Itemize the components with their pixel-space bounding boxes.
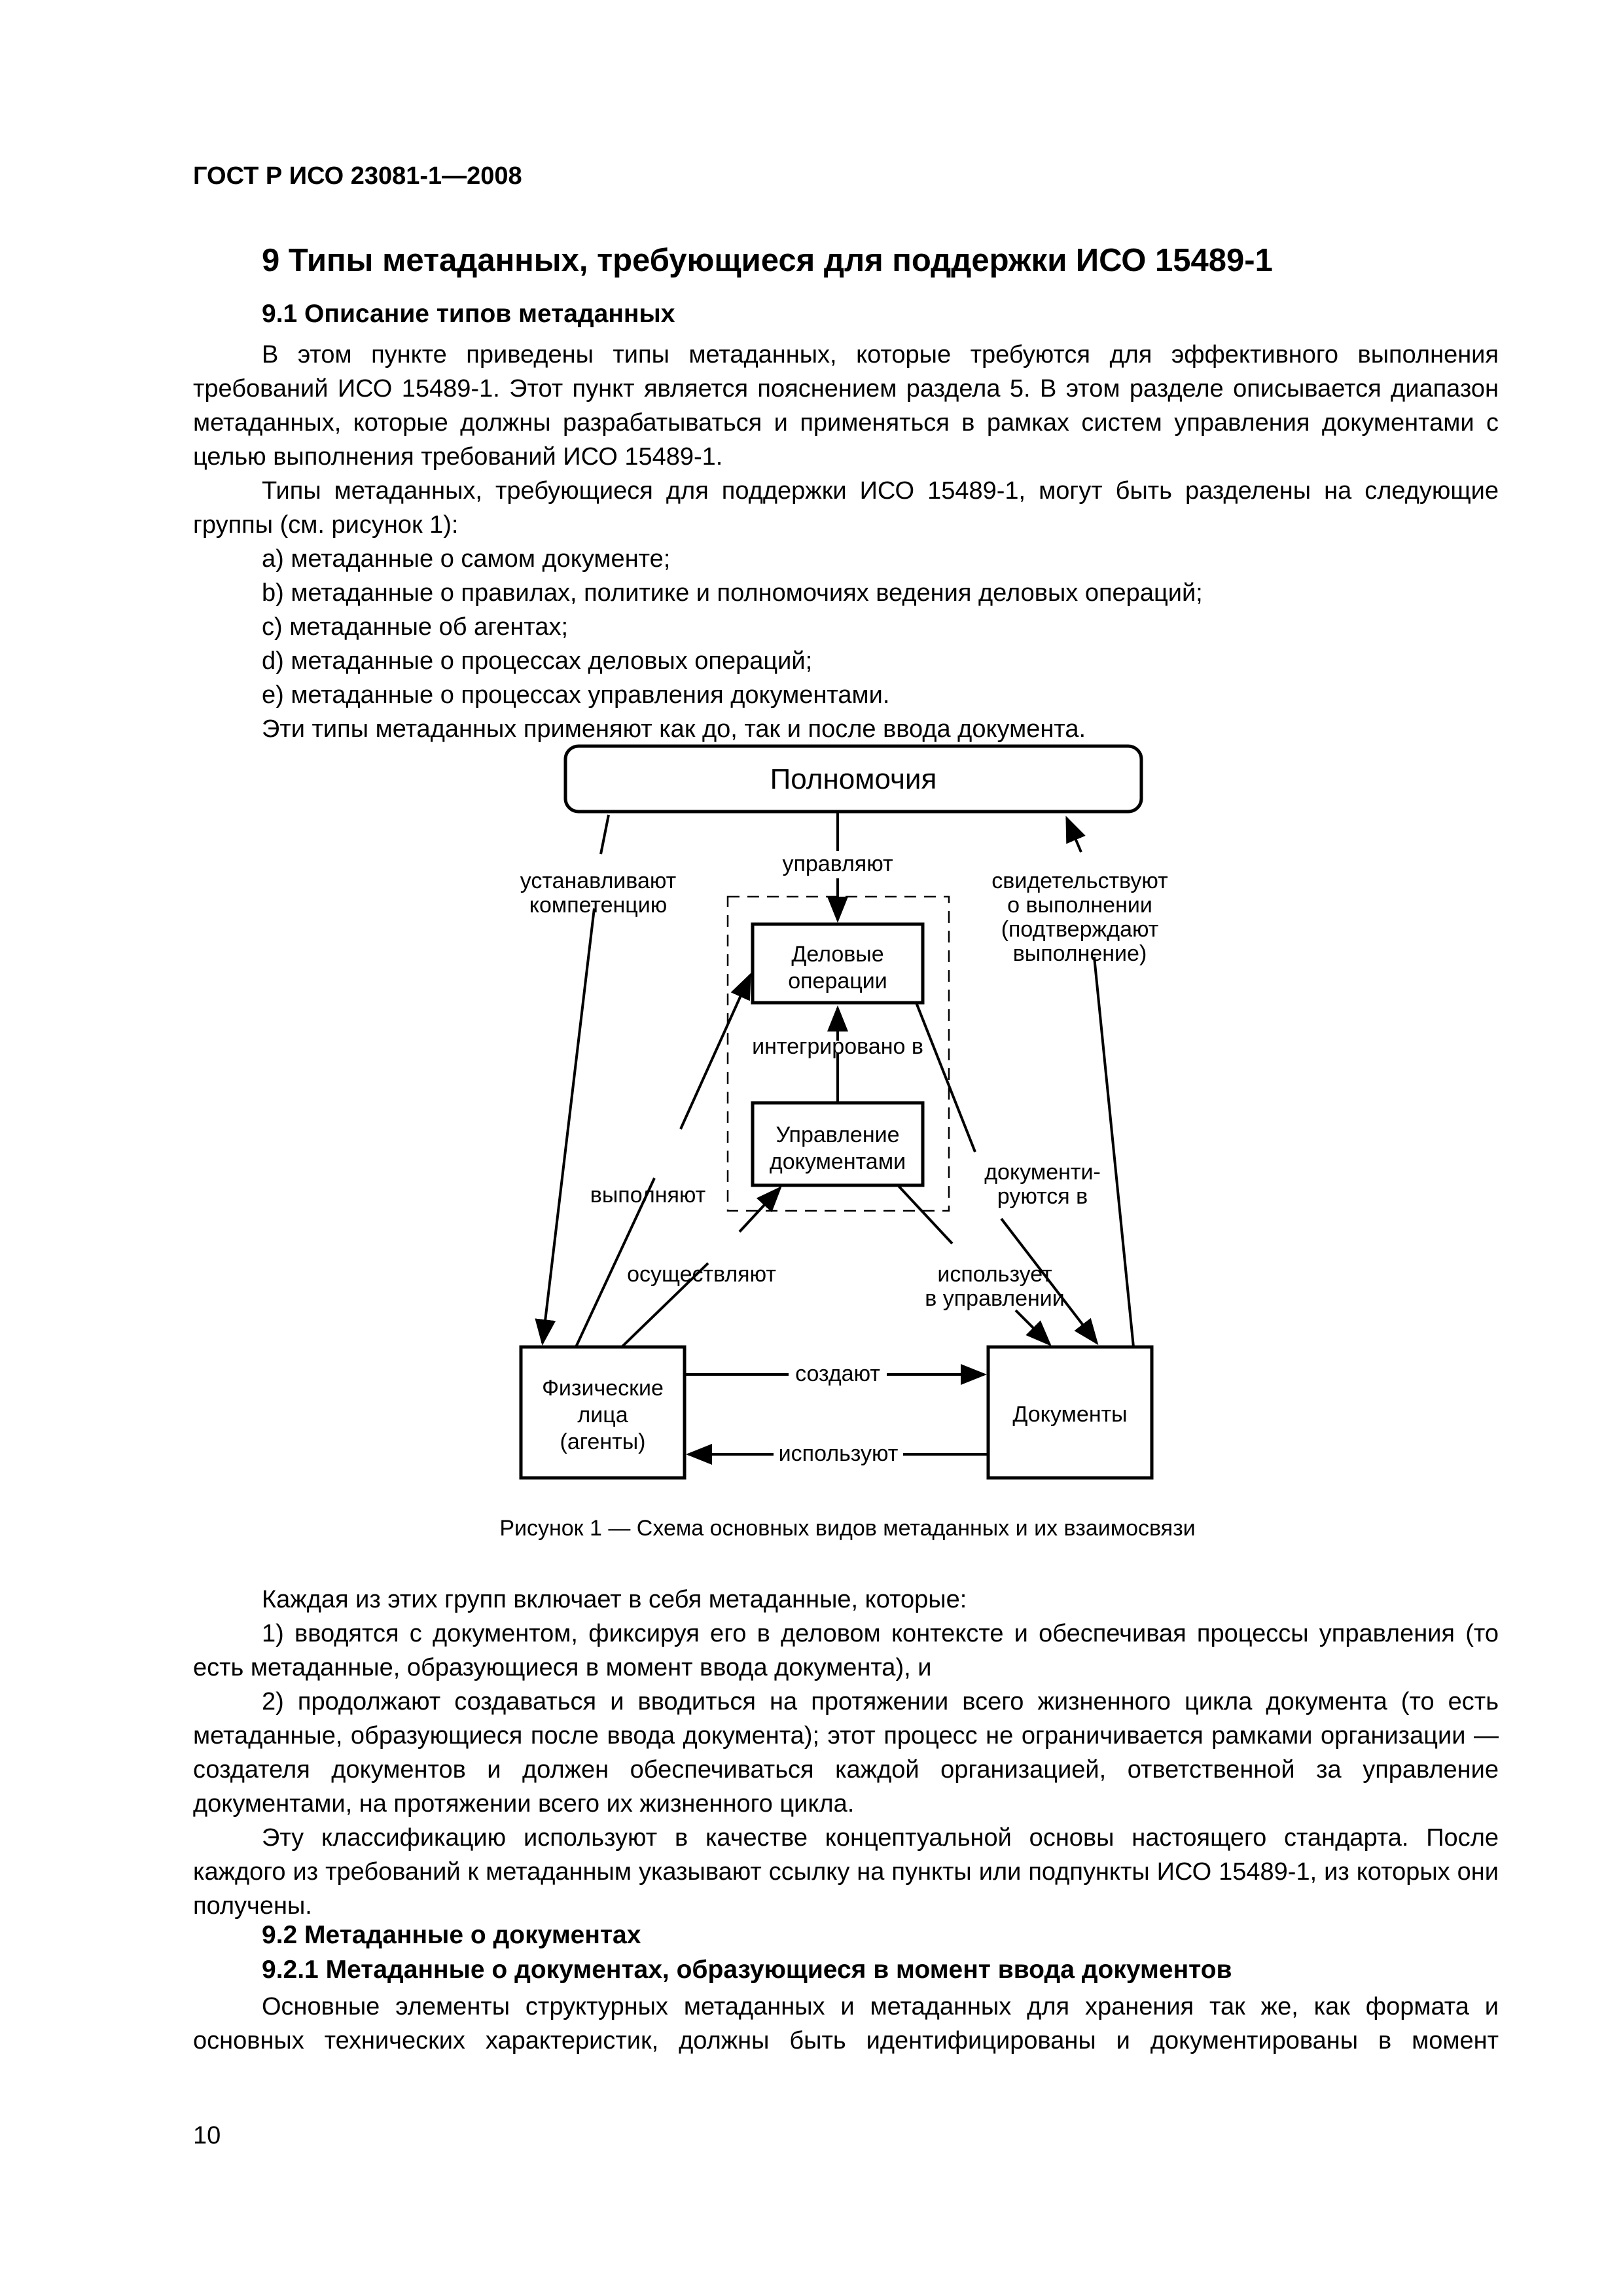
rm-label-1: Управление xyxy=(776,1122,900,1147)
paragraph: Основные элементы структурных метаданных и метаданных для хранения так же, как формата и основных технических характеристик, должны быть идентифицированы и документированы в момент xyxy=(193,1993,1499,2054)
label-evidence-3: (подтверждают xyxy=(1001,917,1159,942)
label-evidence-4: выполнение) xyxy=(1012,941,1147,966)
agents-label-3: (агенты) xyxy=(560,1429,646,1454)
business-label-1: Деловые xyxy=(791,942,884,967)
paragraph: 1) вводятся с документом, фиксируя его в деловом контексте и обеспечивая процессы управления (то есть метаданные, образующиеся в момент ввода документа), и xyxy=(193,1620,1499,1681)
list-item: c) метаданные об агентах; xyxy=(262,613,569,641)
label-documented-2: руются в xyxy=(997,1184,1088,1209)
subsection-9-2-1-title: 9.2.1 Метаданные о документах, образующиеся в момент ввода документов xyxy=(262,1956,1232,1984)
label-used-1: использует xyxy=(937,1262,1052,1287)
arrow-evidence xyxy=(1067,818,1081,852)
mandates-label: Полномочия xyxy=(770,763,937,795)
subsection-9-2-title: 9.2 Метаданные о документах xyxy=(262,1921,641,1949)
paragraph: Каждая из этих групп включает в себя метаданные, которые: xyxy=(262,1586,967,1613)
subsection-9-1-title: 9.1 Описание типов метаданных xyxy=(262,300,675,328)
connector-line xyxy=(916,1003,975,1152)
label-evidence-2: о выполнении xyxy=(1007,893,1152,918)
list-item: d) метаданные о процессах деловых операций; xyxy=(262,647,813,675)
paragraph: В этом пункте приведены типы метаданных, которые требуются для эффективного выполнения требований ИСО 15489-1. Этот пункт является пояснением раздела 5. В этом разделе описывается диапазон метаданных, которые должны разрабатываться и применяться в рамках систем управления документами с целью выполнения требований ИСО 15489-1. xyxy=(193,341,1499,471)
agents-label-2: лица xyxy=(577,1403,628,1427)
label-documented-1: документи- xyxy=(984,1160,1101,1185)
label-integrated: интегрировано в xyxy=(752,1034,923,1059)
label-establish-2: компетенцию xyxy=(529,893,668,918)
label-evidence-1: свидетельствуют xyxy=(991,869,1168,893)
connector-line xyxy=(898,1185,952,1244)
connector-line xyxy=(601,815,609,854)
business-label-2: операции xyxy=(788,969,887,994)
rm-label-2: документами xyxy=(769,1149,906,1174)
section-title: 9 Типы метаданных, требующиеся для поддержки ИСО 15489-1 xyxy=(262,243,1273,278)
label-use: используют xyxy=(778,1441,899,1466)
list-item: e) метаданные о процессах управления документами. xyxy=(262,681,890,709)
label-establish-1: устанавливают xyxy=(520,869,677,893)
arrow-perform xyxy=(681,975,750,1129)
paragraph: Типы метаданных, требующиеся для поддержки ИСО 15489-1, могут быть разделены на следующие группы (см. рисунок 1): xyxy=(193,477,1499,539)
label-manage: управляют xyxy=(782,852,893,876)
list-item: a) метаданные о самом документе; xyxy=(262,545,671,573)
paragraph: 2) продолжают создаваться и вводиться на протяжении всего жизненного цикла документа (то есть метаданные, образующиеся после ввода документа); этот процесс не ограничивается рамками организации — создателя документов и должен обеспечиваться каждой организацией, ответственной за управление документами, на протяжении всего их жизненного цикла. xyxy=(193,1688,1499,1818)
label-perform: выполняют xyxy=(590,1183,706,1208)
agents-label-1: Физические xyxy=(542,1376,664,1401)
body-text xyxy=(193,1583,1499,1923)
label-carry-out: осуществляют xyxy=(627,1262,776,1287)
document-header: ГОСТ Р ИСО 23081-1—2008 xyxy=(193,162,522,190)
list-item: b) метаданные о правилах, политике и полномочиях ведения деловых операций; xyxy=(262,579,1203,607)
figure-caption: Рисунок 1 — Схема основных видов метаданных и их взаимосвязи xyxy=(499,1516,1196,1541)
closing-text xyxy=(193,1990,1499,2058)
arrow-establish xyxy=(543,908,594,1343)
page-number: 10 xyxy=(193,2122,221,2149)
arrow-carry-out xyxy=(740,1188,780,1232)
paragraph: Эту классификацию используют в качестве концептуальной основы настоящего стандарта. После каждого из требований к метаданным указывают ссылку на пункты или подпункты ИСО 15489-1, из которых они получены. xyxy=(193,1824,1499,1920)
arrow-used xyxy=(1016,1310,1050,1344)
paragraph: Эти типы метаданных применяют как до, так и после ввода документа. xyxy=(262,715,1086,743)
label-used-2: в управлении xyxy=(925,1286,1065,1311)
records-label: Документы xyxy=(1012,1402,1128,1427)
label-create: создают xyxy=(795,1361,880,1386)
connector-line xyxy=(1094,957,1133,1347)
